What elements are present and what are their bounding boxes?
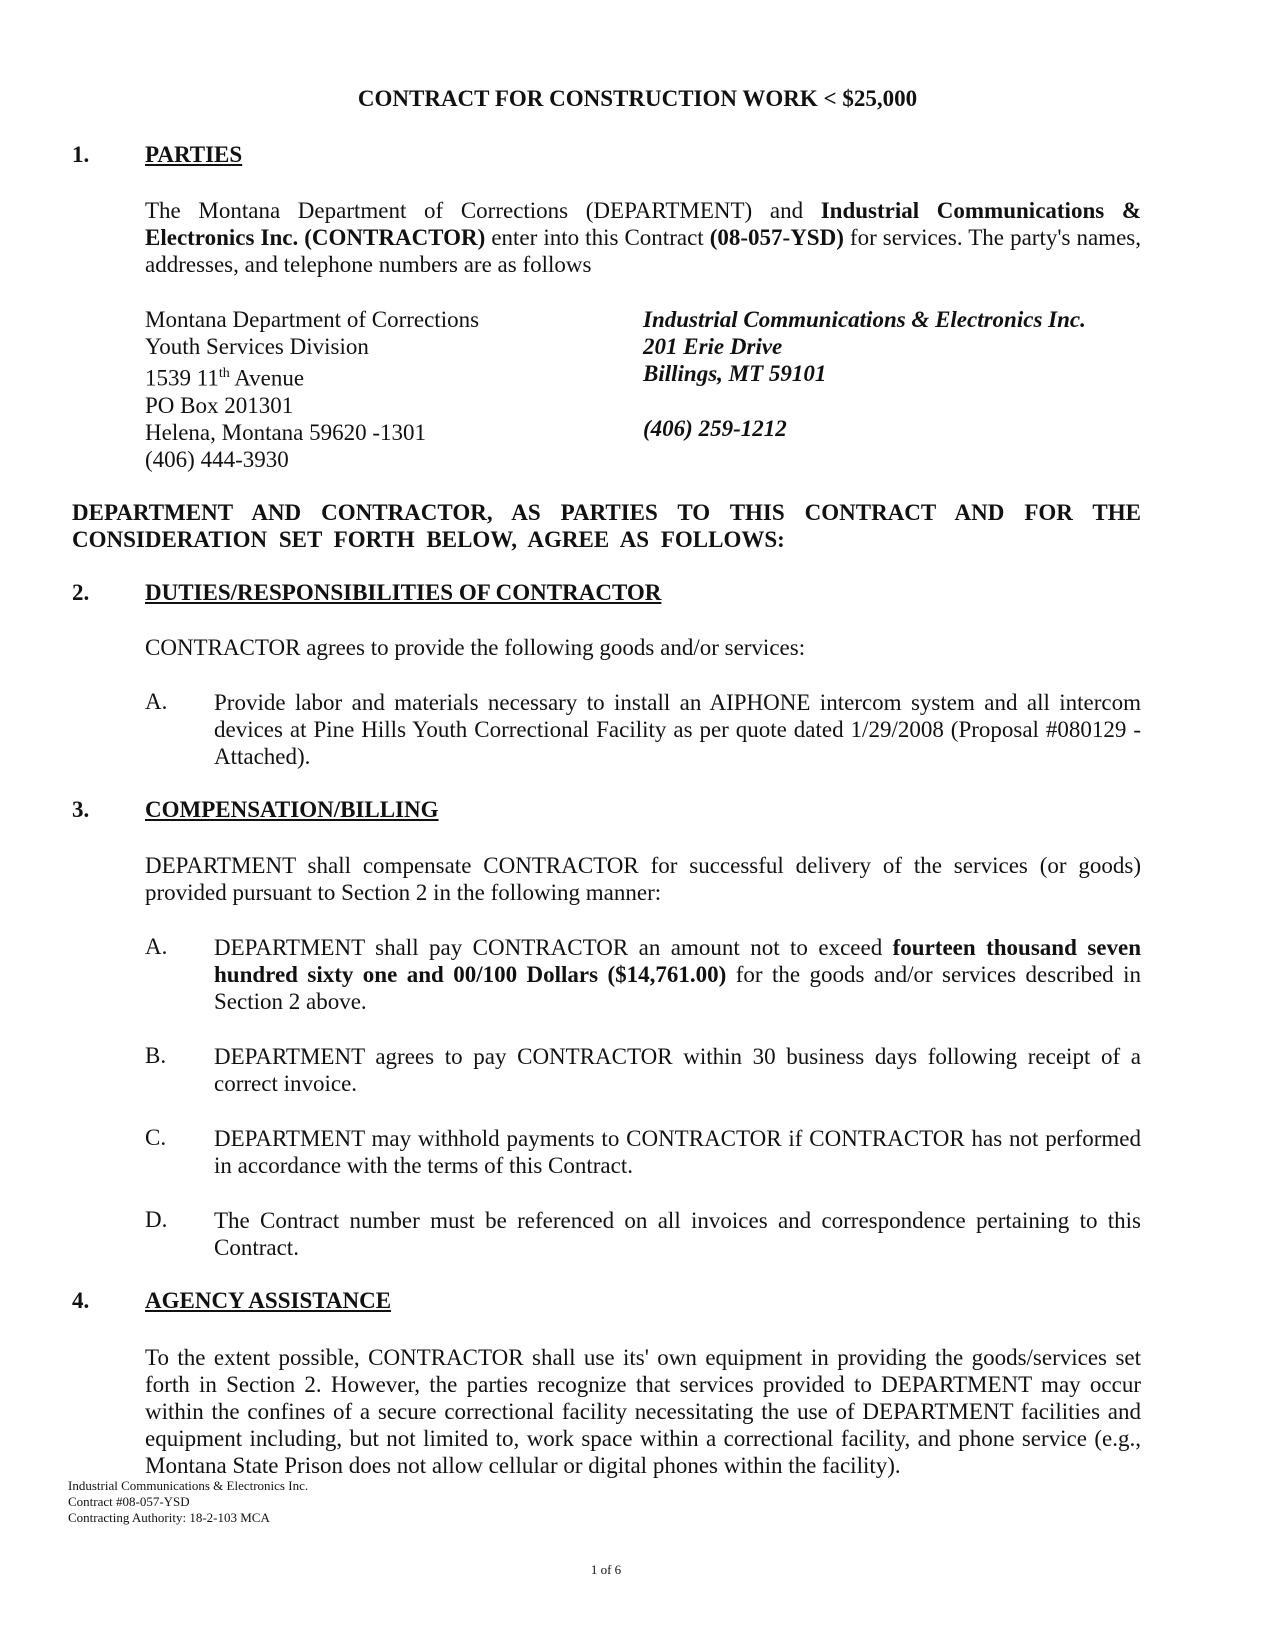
section-2-intro: CONTRACTOR agrees to provide the following goods and/or services:: [145, 635, 806, 660]
section-1-number: 1.: [72, 142, 90, 167]
section-4-title: AGENCY ASSISTANCE: [145, 1288, 392, 1313]
dept-address-street-number: 1539 11: [145, 365, 219, 391]
section-3-item-d-letter: D.: [145, 1207, 168, 1232]
contractor-address-line1: Industrial Communications & Electronics Inc.: [643, 307, 1086, 332]
section-2-item-a-text: Provide labor and materials necessary to install an AIPHONE intercom system and all intercom devices at Pine Hills Youth Correctional Facility as per quote dated 1/29/2008 (Proposal #080129 - Attached).: [214, 690, 1141, 769]
dept-address-street: Avenue: [229, 365, 305, 391]
item-a-post: for the goods and/or services described in Section 2 above.: [214, 962, 1141, 1014]
dept-address-line2: Youth Services Division: [145, 334, 369, 359]
dept-address-line5: Helena, Montana 59620 -1301: [145, 419, 427, 445]
section-3-item-c-letter: C.: [145, 1125, 167, 1150]
parties-intro: [145, 197, 1141, 278]
item-a-amount: fourteen thousand seven hundred sixty one and 00/100 Dollars ($14,761.00): [214, 935, 1141, 987]
section-3-item-b-letter: B.: [145, 1043, 167, 1068]
contractor-address-line3: Billings, MT 59101: [643, 361, 827, 386]
section-3-item-b-text: DEPARTMENT agrees to pay CONTRACTOR within 30 business days following receipt of a correct invoice.: [214, 1044, 1141, 1096]
dept-address-line4: PO Box 201301: [145, 392, 294, 418]
parties-intro-a: The Montana Department of Corrections (DEPARTMENT) and: [145, 198, 821, 223]
parties-intro-c: enter into this Contract: [485, 225, 710, 250]
section-3-number: 3.: [72, 797, 90, 822]
contract-title: CONTRACT FOR CONSTRUCTION WORK < $25,000: [357, 86, 918, 111]
page-footer: [68, 1478, 308, 1526]
dept-address-line3: [145, 360, 479, 392]
parties-intro-contractor: Industrial Communications & Electronics Inc. (CONTRACTOR): [145, 198, 1141, 250]
section-3-item-a-text: [214, 934, 1141, 1015]
contractor-address: [643, 306, 1086, 387]
page-number: 1 of 6: [590, 1562, 622, 1577]
parties-intro-contract-number: (08-057-YSD): [709, 225, 844, 250]
section-1-title: PARTIES: [145, 142, 243, 167]
dept-address-ordinal: th: [218, 366, 230, 381]
section-3-title: COMPENSATION/BILLING: [145, 797, 439, 822]
contractor-phone: (406) 259-1212: [643, 416, 787, 441]
section-3-item-a-letter: A.: [145, 934, 168, 959]
section-2-number: 2.: [72, 580, 90, 605]
section-2-item-a-letter: A.: [145, 689, 168, 714]
footer-authority: Contracting Authority: 18-2-103 MCA: [68, 1510, 270, 1525]
footer-contractor: Industrial Communications & Electronics Inc.: [68, 1478, 309, 1493]
section-4-text: To the extent possible, CONTRACTOR shall use its' own equipment in providing the goods/services set forth in Section 2. However, the parties recognize that services provided to DEPARTMENT may occur within the confines of a secure correctional facility necessitating the use of DEPARTMENT facilities and equipment including, but not limited to, work space within a correctional facility, and phone service (e.g., Montana State Prison does not allow cellular or digital phones within the facility).: [145, 1345, 1141, 1478]
item-a-pre: DEPARTMENT shall pay CONTRACTOR an amount not to exceed: [214, 935, 893, 960]
section-3-item-d-text: The Contract number must be referenced on all invoices and correspondence pertaining to this Contract.: [214, 1208, 1141, 1260]
dept-address-line6: (406) 444-3930: [145, 446, 289, 472]
section-3-item-c-text: DEPARTMENT may withhold payments to CONTRACTOR if CONTRACTOR has not performed in accordance with the terms of this Contract.: [214, 1126, 1141, 1178]
parties-intro-e: for services. The party's names, addresses, and telephone numbers are as follows: [145, 225, 1141, 277]
agreement-statement: DEPARTMENT AND CONTRACTOR, AS PARTIES TO THIS CONTRACT AND FOR THE CONSIDERATION SET FORTH BELOW, AGREE AS FOLLOWS:: [72, 500, 1141, 552]
section-4-number: 4.: [72, 1288, 90, 1313]
section-3-intro: DEPARTMENT shall compensate CONTRACTOR for successful delivery of the services (or goods) provided pursuant to Section 2 in the following manner:: [145, 853, 1141, 905]
section-2-title: DUTIES/RESPONSIBILITIES OF CONTRACTOR: [145, 580, 662, 605]
dept-address-line1: Montana Department of Corrections: [145, 307, 480, 332]
footer-contract-number: Contract #08-057-YSD: [68, 1494, 190, 1509]
department-address: [145, 306, 479, 473]
contractor-address-line2: 201 Erie Drive: [643, 334, 783, 359]
